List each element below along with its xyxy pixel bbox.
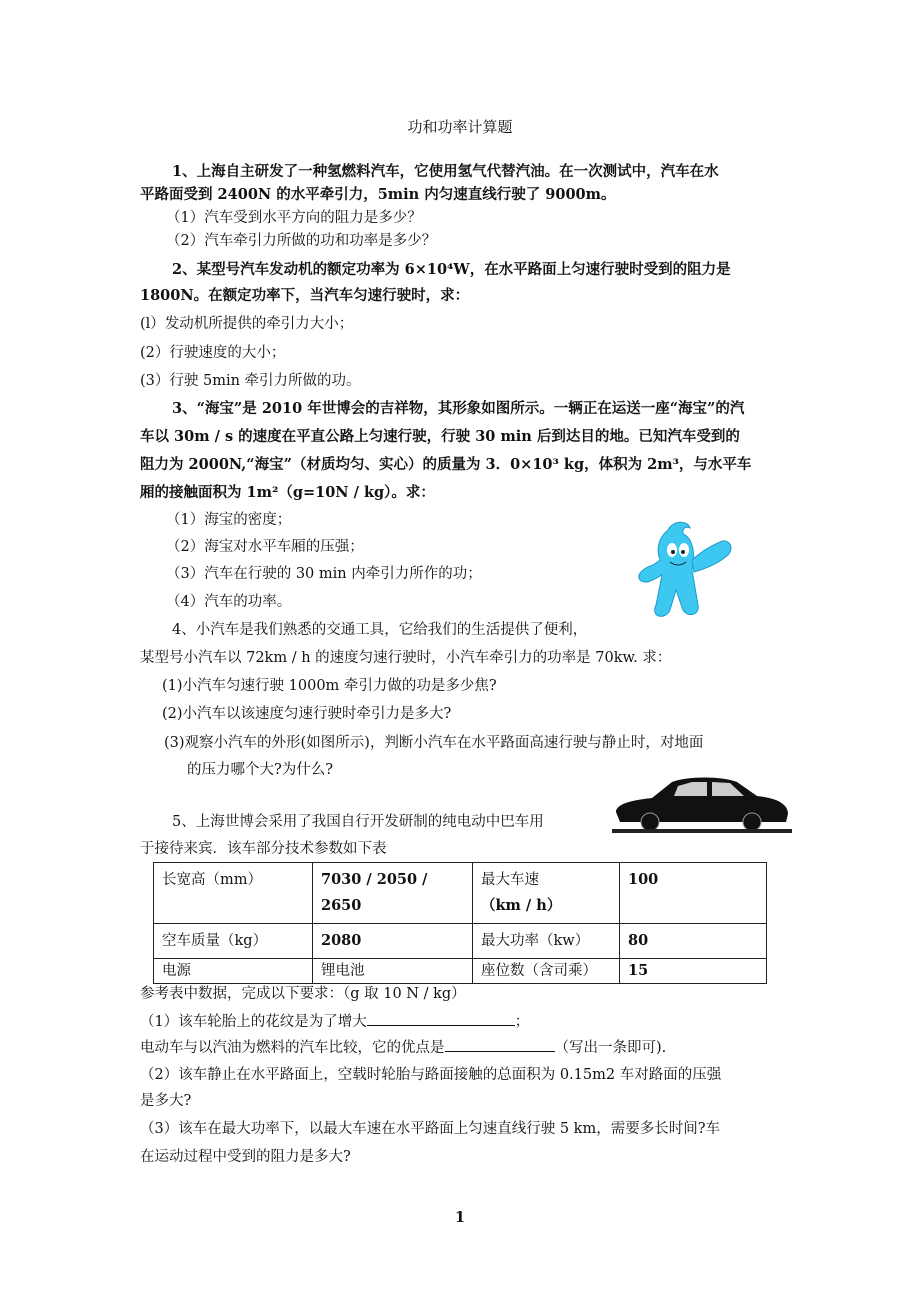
q2-sub: (l）发动机所提供的牵引力大小； <box>140 316 354 332</box>
table-cell: 7030 / 2050 / 2650 <box>313 863 473 924</box>
table-cell: 2080 <box>313 924 473 959</box>
q5-s2: 是多大? <box>140 1093 192 1109</box>
table-row <box>154 863 767 924</box>
s1b-end: （写出一条即可). <box>554 1040 667 1056</box>
q4-sub: 的压力哪个大?为什么? <box>187 762 334 778</box>
q5-s1b <box>140 1037 666 1058</box>
q3-line: 3、“海宝”是 2010 年世博会的吉祥物，其形象如图所示。一辆正在运送一座“海宝”的汽 <box>172 400 745 417</box>
q4-sub: (3)观察小汽车的外形(如图所示)，判断小汽车在水平路面高速行驶与静止时，对地面 <box>164 735 704 751</box>
table-cell: 电源 <box>154 959 313 984</box>
table-cell: 长宽高（mm） <box>154 863 313 924</box>
s1b-text: 电动车与以汽油为燃料的汽车比较，它的优点是 <box>140 1040 445 1056</box>
q3-line: 阻力为 2000N,“海宝”（材质均匀、实心）的质量为 3．0×10³ kg，体积为 2m³，与水平车 <box>140 456 752 473</box>
haibao-mascot-image <box>628 520 743 625</box>
q3-sub: （4）汽车的功率。 <box>166 594 292 610</box>
q4-sub: (2)小汽车以该速度匀速行驶时牵引力是多大? <box>162 706 452 722</box>
q1-sub: （2）汽车牵引力所做的功和功率是多少？ <box>166 233 437 249</box>
table-cell: 座位数（含司乘） <box>473 959 620 984</box>
q2-line: 2、某型号汽车发动机的额定功率为 6×10⁴W，在水平路面上匀速行驶时受到的阻力是 <box>172 261 731 278</box>
table-cell: 空车质量（kg） <box>154 924 313 959</box>
q2-line: 1800N。在额定功率下，当汽车匀速行驶时，求： <box>140 287 470 304</box>
table-row <box>154 959 767 984</box>
table-row <box>154 924 767 959</box>
q3-line: 车以 30m / s 的速度在平直公路上匀速行驶，行驶 30 min 后到达目的地。已知汽车受到的 <box>140 428 740 445</box>
answer-blank[interactable] <box>367 1011 515 1026</box>
q3-line: 厢的接触面积为 1m²（g=10N / kg）。求： <box>140 484 435 501</box>
q3-sub: （1）海宝的密度； <box>166 512 292 528</box>
cell-unit: （km / h） <box>481 897 562 914</box>
q2-sub: (2）行驶速度的大小； <box>140 345 286 361</box>
table-cell: 锂电池 <box>313 959 473 984</box>
q4-line: 4、小汽车是我们熟悉的交通工具，它给我们的生活提供了便利， <box>172 622 588 638</box>
table-cell: 100 <box>620 863 767 924</box>
table-cell <box>473 863 620 924</box>
s1a-text: （1）该车轮胎上的花纹是为了增大 <box>140 1014 367 1030</box>
q5-s2: （2）该车静止在水平路面上，空载时轮胎与路面接触的总面积为 0.15m2 车对路面的压强 <box>140 1067 722 1083</box>
q5-s1a <box>140 1011 529 1032</box>
q5-s3: （3）该车在最大功率下，以最大车速在水平路面上匀速直线行驶 5 km，需要多长时间?车 <box>140 1121 720 1137</box>
spec-table <box>153 862 767 984</box>
q1-line: 1、上海自主研发了一种氢燃料汽车，它使用氢气代替汽油。在一次测试中，汽车在水 <box>172 163 719 180</box>
car-silhouette-image <box>612 774 792 836</box>
q2-sub: (3）行驶 5min 牵引力所做的功。 <box>140 373 361 389</box>
table-cell: 最大功率（kw） <box>473 924 620 959</box>
q4-line: 某型号小汽车以 72km / h 的速度匀速行驶时，小汽车牵引力的功率是 70kw. 求： <box>140 650 672 666</box>
answer-blank[interactable] <box>445 1037 555 1052</box>
s1a-end: ； <box>514 1014 530 1030</box>
cell-label: 最大车速 <box>481 872 539 888</box>
q1-sub: （1）汽车受到水平方向的阻力是多少？ <box>166 210 422 226</box>
q4-sub: (1)小汽车匀速行驶 1000m 牵引力做的功是多少焦? <box>162 678 497 694</box>
q3-sub: （2）海宝对水平车厢的压强； <box>166 539 364 555</box>
table-cell: 15 <box>620 959 767 984</box>
q5-line: 于接待来宾．该车部分技术参数如下表 <box>140 841 387 857</box>
q5-after: 参考表中数据，完成以下要求：（g 取 10 N / kg） <box>140 986 466 1002</box>
q5-s3: 在运动过程中受到的阻力是多大? <box>140 1149 351 1165</box>
page-number: 1 <box>454 1209 466 1226</box>
q1-line: 平路面受到 2400N 的水平牵引力，5min 内匀速直线行驶了 9000m。 <box>140 186 616 203</box>
q5-line: 5、上海世博会采用了我国自行开发研制的纯电动中巴车用 <box>172 814 544 830</box>
page-title: 功和功率计算题 <box>407 118 513 136</box>
table-cell: 80 <box>620 924 767 959</box>
q3-sub: （3）汽车在行驶的 30 min 内牵引力所作的功； <box>166 566 482 582</box>
